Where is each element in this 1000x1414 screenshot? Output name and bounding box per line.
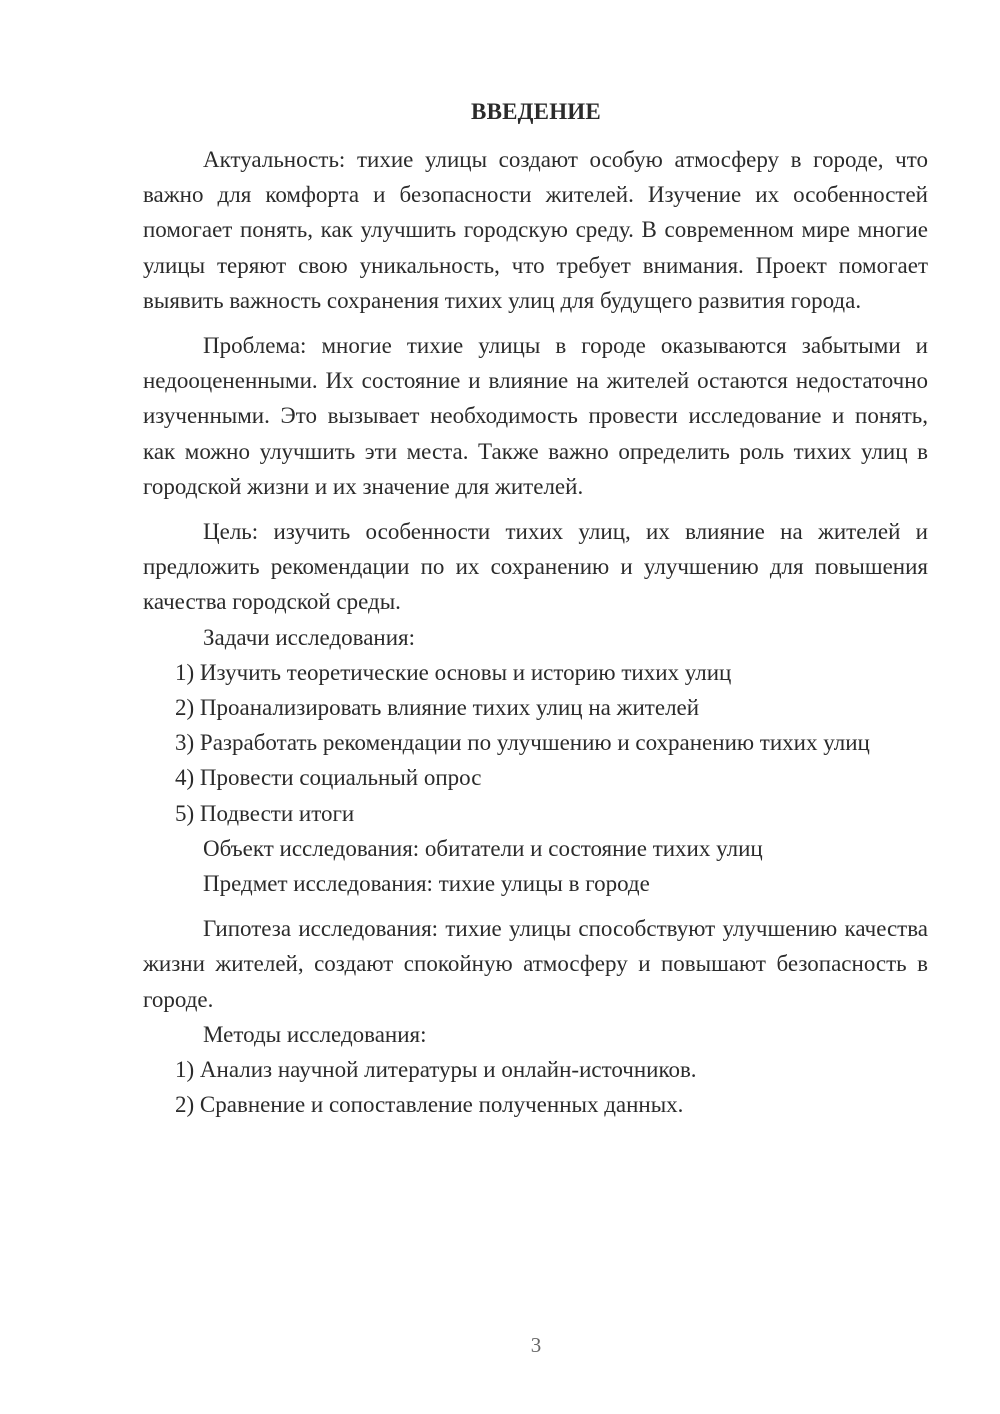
hypothesis-paragraph: Гипотеза исследования: тихие улицы способствуют улучшению качества жизни жителей, создают спокойную атмосферу и повышают безопасность в городе.: [143, 916, 928, 1012]
page-body: [143, 142, 928, 1122]
tasks-heading: Задачи исследования:: [203, 624, 416, 650]
task-item-4: 4) Провести социальный опрос: [175, 765, 482, 791]
method-item-2: 2) Сравнение и сопоставление полученных данных.: [175, 1092, 684, 1118]
task-item-3: 3) Разработать рекомендации по улучшению и сохранению тихих улиц: [175, 730, 870, 756]
page-number: 3: [530, 1333, 542, 1357]
relevance-paragraph: Актуальность: тихие улицы создают особую атмосферу в городе, что важно для комфорта и безопасности жителей. Изучение их особенностей помогает понять, как улучшить городскую среду. В современном мире многие улицы теряют свою уникальность, что требует внимания. Проект помогает выявить важность сохранения тихих улиц для будущего развития города.: [143, 147, 928, 313]
goal-paragraph: Цель: изучить особенности тихих улиц, их влияние на жителей и предложить рекомендации по их сохранению и улучшению для повышения качества городской среды.: [143, 519, 928, 615]
research-subject: Предмет исследования: тихие улицы в городе: [203, 871, 650, 897]
page-title: ВВЕДЕНИЕ: [471, 99, 601, 124]
problem-paragraph: Проблема: многие тихие улицы в городе оказываются забытыми и недооцененными. Их состояние и влияние на жителей остаются недостаточно изученными. Это вызывает необходимость провести исследование и понять, как можно улучшить эти места. Также важно определить роль тихих улиц в городской жизни и их значение для жителей.: [143, 333, 928, 499]
task-item-5: 5) Подвести итоги: [175, 800, 355, 826]
task-item-2: 2) Проанализировать влияние тихих улиц на жителей: [175, 695, 700, 721]
task-item-1: 1) Изучить теоретические основы и историю тихих улиц: [175, 659, 732, 685]
method-item-1: 1) Анализ научной литературы и онлайн-источников.: [175, 1057, 697, 1083]
research-object: Объект исследования: обитатели и состояние тихих улиц: [203, 835, 763, 861]
methods-heading: Методы исследования:: [203, 1021, 427, 1047]
